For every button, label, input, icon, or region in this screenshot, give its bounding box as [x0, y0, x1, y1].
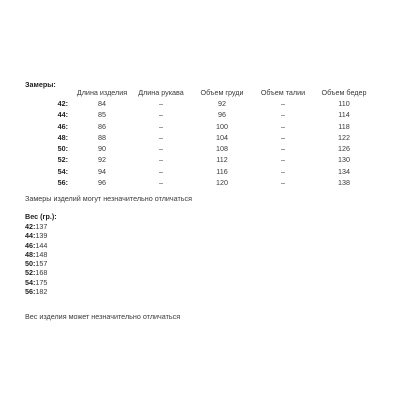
- chest-value: 104: [216, 132, 228, 142]
- weight-item: [25, 231, 47, 240]
- measurements-note: Замеры изделий могут незначительно отличаться: [25, 194, 193, 203]
- waist-value: –: [281, 155, 285, 165]
- table-row: [0, 177, 378, 188]
- header-waist: Объем талии: [260, 88, 306, 97]
- size-label: 50:: [57, 144, 68, 154]
- table-row: [0, 143, 378, 154]
- size-label: 46:: [57, 121, 68, 131]
- weight-item: [25, 278, 47, 287]
- weight-item: [25, 250, 47, 259]
- sleeve-value: –: [159, 121, 163, 131]
- chest-value: 96: [218, 110, 226, 120]
- header-sleeve: Длина рукава: [138, 88, 184, 97]
- size-label: 54:: [57, 166, 68, 176]
- length-value: 84: [98, 99, 106, 108]
- hips-value: 122: [338, 132, 350, 142]
- chest-value: 100: [216, 121, 228, 131]
- table-row: [0, 154, 378, 165]
- weight-size: 46:: [25, 240, 36, 250]
- weight-value: 182: [35, 287, 48, 297]
- length-value: 90: [98, 144, 106, 154]
- table-row: [0, 121, 378, 132]
- measurements-title: Замеры:: [25, 80, 56, 89]
- weight-item: [25, 268, 47, 277]
- waist-value: –: [281, 121, 285, 131]
- measurements-table: [0, 88, 378, 188]
- weights-list: [25, 222, 47, 296]
- weight-size: 56:: [25, 287, 36, 297]
- table-header-row: [0, 88, 378, 98]
- table-row: [0, 109, 378, 120]
- header-size: [0, 88, 70, 98]
- hips-value: 130: [338, 155, 350, 165]
- length-value: 85: [98, 110, 106, 120]
- weight-size: 48:: [25, 249, 36, 259]
- weight-value: 139: [35, 231, 48, 241]
- sleeve-value: –: [159, 110, 163, 120]
- hips-value: 134: [338, 166, 350, 176]
- header-chest: Объем груди: [200, 88, 244, 97]
- waist-value: –: [281, 144, 285, 154]
- sleeve-value: –: [159, 166, 163, 176]
- sleeve-value: –: [159, 99, 163, 108]
- hips-value: 126: [338, 144, 350, 154]
- weight-value: 148: [35, 249, 48, 259]
- waist-value: –: [281, 99, 285, 108]
- sleeve-value: –: [159, 132, 163, 142]
- weight-value: 168: [35, 268, 48, 278]
- sleeve-value: –: [159, 155, 163, 165]
- weight-value: 144: [35, 240, 48, 250]
- table-row: [0, 98, 378, 109]
- size-label: 42:: [57, 99, 68, 108]
- waist-value: –: [281, 178, 285, 188]
- hips-value: 138: [338, 178, 350, 188]
- chest-value: 112: [216, 155, 228, 165]
- weight-size: 44:: [25, 231, 36, 241]
- hips-value: 118: [338, 121, 350, 131]
- size-label: 48:: [57, 132, 68, 142]
- weight-value: 137: [35, 222, 48, 231]
- waist-value: –: [281, 166, 285, 176]
- sleeve-value: –: [159, 178, 163, 188]
- length-value: 92: [98, 155, 106, 165]
- chest-value: 120: [216, 178, 228, 188]
- table-row: [0, 166, 378, 177]
- weight-size: 42:: [25, 222, 36, 231]
- waist-value: –: [281, 132, 285, 142]
- weight-size: 50:: [25, 259, 36, 269]
- table-row: [0, 132, 378, 143]
- weight-item: [25, 259, 47, 268]
- size-label: 44:: [57, 110, 68, 120]
- length-value: 88: [98, 132, 106, 142]
- weights-title: Вес (гр.):: [25, 212, 57, 221]
- hips-value: 110: [338, 99, 350, 108]
- length-value: 86: [98, 121, 106, 131]
- hips-value: 114: [338, 110, 350, 120]
- header-hips: Объем бедер: [321, 88, 367, 97]
- sleeve-value: –: [159, 144, 163, 154]
- weights-note: Вес изделия может незначительно отличаться: [25, 312, 181, 321]
- weight-item: [25, 222, 47, 231]
- waist-value: –: [281, 110, 285, 120]
- weight-value: 175: [35, 277, 48, 287]
- chest-value: 116: [216, 166, 228, 176]
- length-value: 96: [98, 178, 106, 188]
- length-value: 94: [98, 166, 106, 176]
- weight-value: 157: [35, 259, 48, 269]
- size-label: 56:: [57, 178, 68, 188]
- weight-size: 52:: [25, 268, 36, 278]
- weight-size: 54:: [25, 277, 36, 287]
- header-length: Длина изделия: [76, 88, 128, 97]
- chest-value: 108: [216, 144, 228, 154]
- weight-item: [25, 241, 47, 250]
- chest-value: 92: [218, 99, 226, 108]
- size-label: 52:: [57, 155, 68, 165]
- weight-item: [25, 287, 47, 296]
